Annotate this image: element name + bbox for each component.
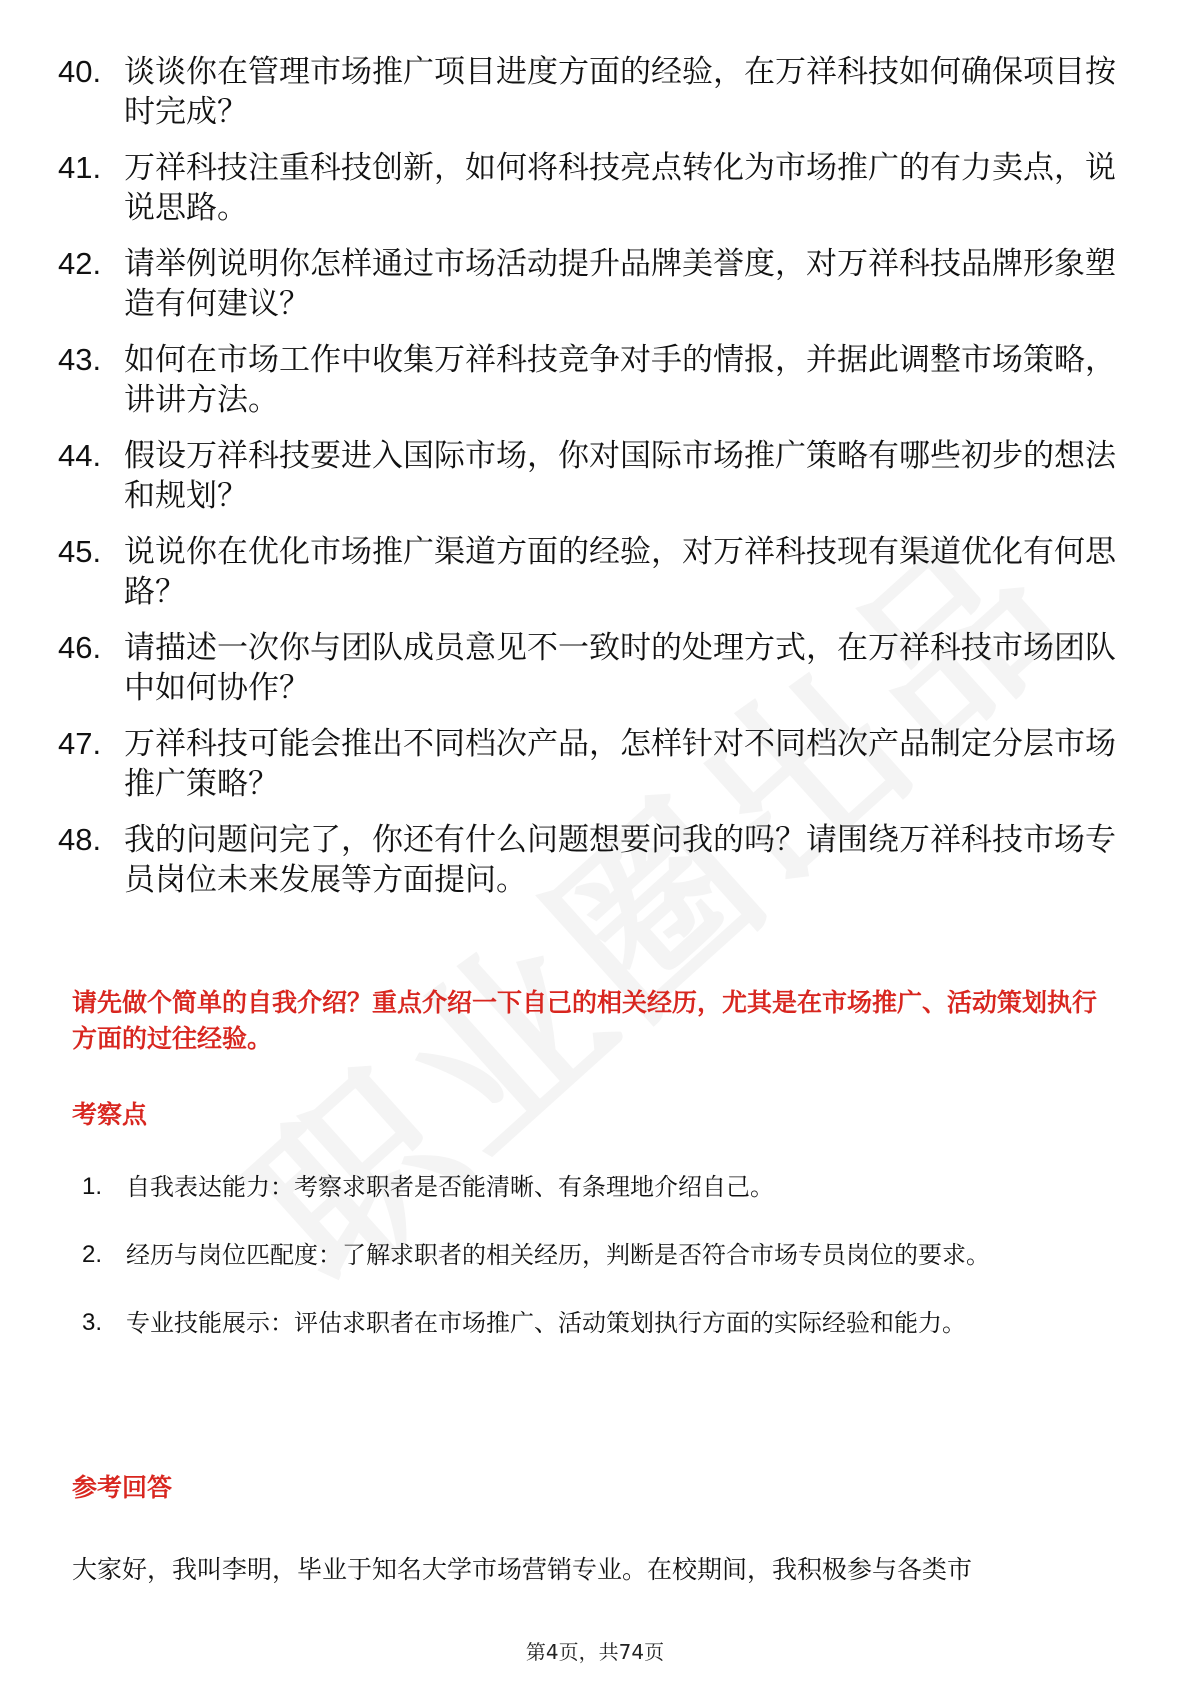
question-item <box>58 244 1118 324</box>
question-number: 43. <box>58 342 102 377</box>
point-text: 专业技能展示：评估求职者在市场推广、活动策划执行方面的实际经验和能力。 <box>126 1309 966 1337</box>
question-text: 请举例说明你怎样通过市场活动提升品牌美誉度，对万祥科技品牌形象塑造有何建议？ <box>124 246 1116 322</box>
assessment-point <box>82 1158 1112 1216</box>
assessment-title: 考察点 <box>72 1100 148 1129</box>
question-number: 47. <box>58 726 102 761</box>
question-item <box>58 340 1118 420</box>
point-text: 自我表达能力：考察求职者是否能清晰、有条理地介绍自己。 <box>126 1173 774 1201</box>
question-item <box>58 724 1118 804</box>
point-text: 经历与岗位匹配度：了解求职者的相关经历，判断是否符合市场专员岗位的要求。 <box>126 1241 990 1269</box>
assessment-point <box>82 1294 1112 1352</box>
question-item <box>58 820 1118 900</box>
question-number: 48. <box>58 822 102 857</box>
question-number: 41. <box>58 150 102 185</box>
page-footer: 第4页，共74页 <box>525 1640 665 1664</box>
question-number: 44. <box>58 438 102 473</box>
question-number: 46. <box>58 630 102 665</box>
reference-answer-title: 参考回答 <box>72 1473 173 1502</box>
question-text: 万祥科技注重科技创新，如何将科技亮点转化为市场推广的有力卖点，说说思路。 <box>124 150 1116 226</box>
question-item <box>58 628 1118 708</box>
question-number: 40. <box>58 54 102 89</box>
question-list <box>58 52 1118 916</box>
assessment-point-list <box>82 1158 1112 1362</box>
point-number: 3. <box>82 1309 103 1336</box>
question-text: 说说你在优化市场推广渠道方面的经验，对万祥科技现有渠道优化有何思路？ <box>124 534 1116 610</box>
question-text: 谈谈你在管理市场推广项目进度方面的经验，在万祥科技如何确保项目按时完成？ <box>124 54 1116 130</box>
point-number: 1. <box>82 1173 103 1200</box>
intro-question-heading: 请先做个简单的自我介绍？重点介绍一下自己的相关经历，尤其是在市场推广、活动策划执行方面的过往经验。 <box>72 988 1098 1053</box>
question-item <box>58 436 1118 516</box>
question-item <box>58 52 1118 132</box>
question-number: 42. <box>58 246 102 281</box>
question-text: 请描述一次你与团队成员意见不一致时的处理方式，在万祥科技市场团队中如何协作？ <box>124 630 1116 706</box>
question-text: 假设万祥科技要进入国际市场，你对国际市场推广策略有哪些初步的想法和规划？ <box>124 438 1116 514</box>
question-number: 45. <box>58 534 102 569</box>
question-text: 万祥科技可能会推出不同档次产品，怎样针对不同档次产品制定分层市场推广策略？ <box>124 726 1116 802</box>
point-number: 2. <box>82 1241 103 1268</box>
question-text: 我的问题问完了，你还有什么问题想要问我的吗？请围绕万祥科技市场专员岗位未来发展等方面提问。 <box>124 822 1116 898</box>
question-item <box>58 148 1118 228</box>
question-item <box>58 532 1118 612</box>
reference-answer-text: 大家好，我叫李明，毕业于知名大学市场营销专业。在校期间，我积极参与各类市 <box>72 1555 973 1584</box>
question-text: 如何在市场工作中收集万祥科技竞争对手的情报，并据此调整市场策略，讲讲方法。 <box>124 342 1116 418</box>
assessment-point <box>82 1226 1112 1284</box>
